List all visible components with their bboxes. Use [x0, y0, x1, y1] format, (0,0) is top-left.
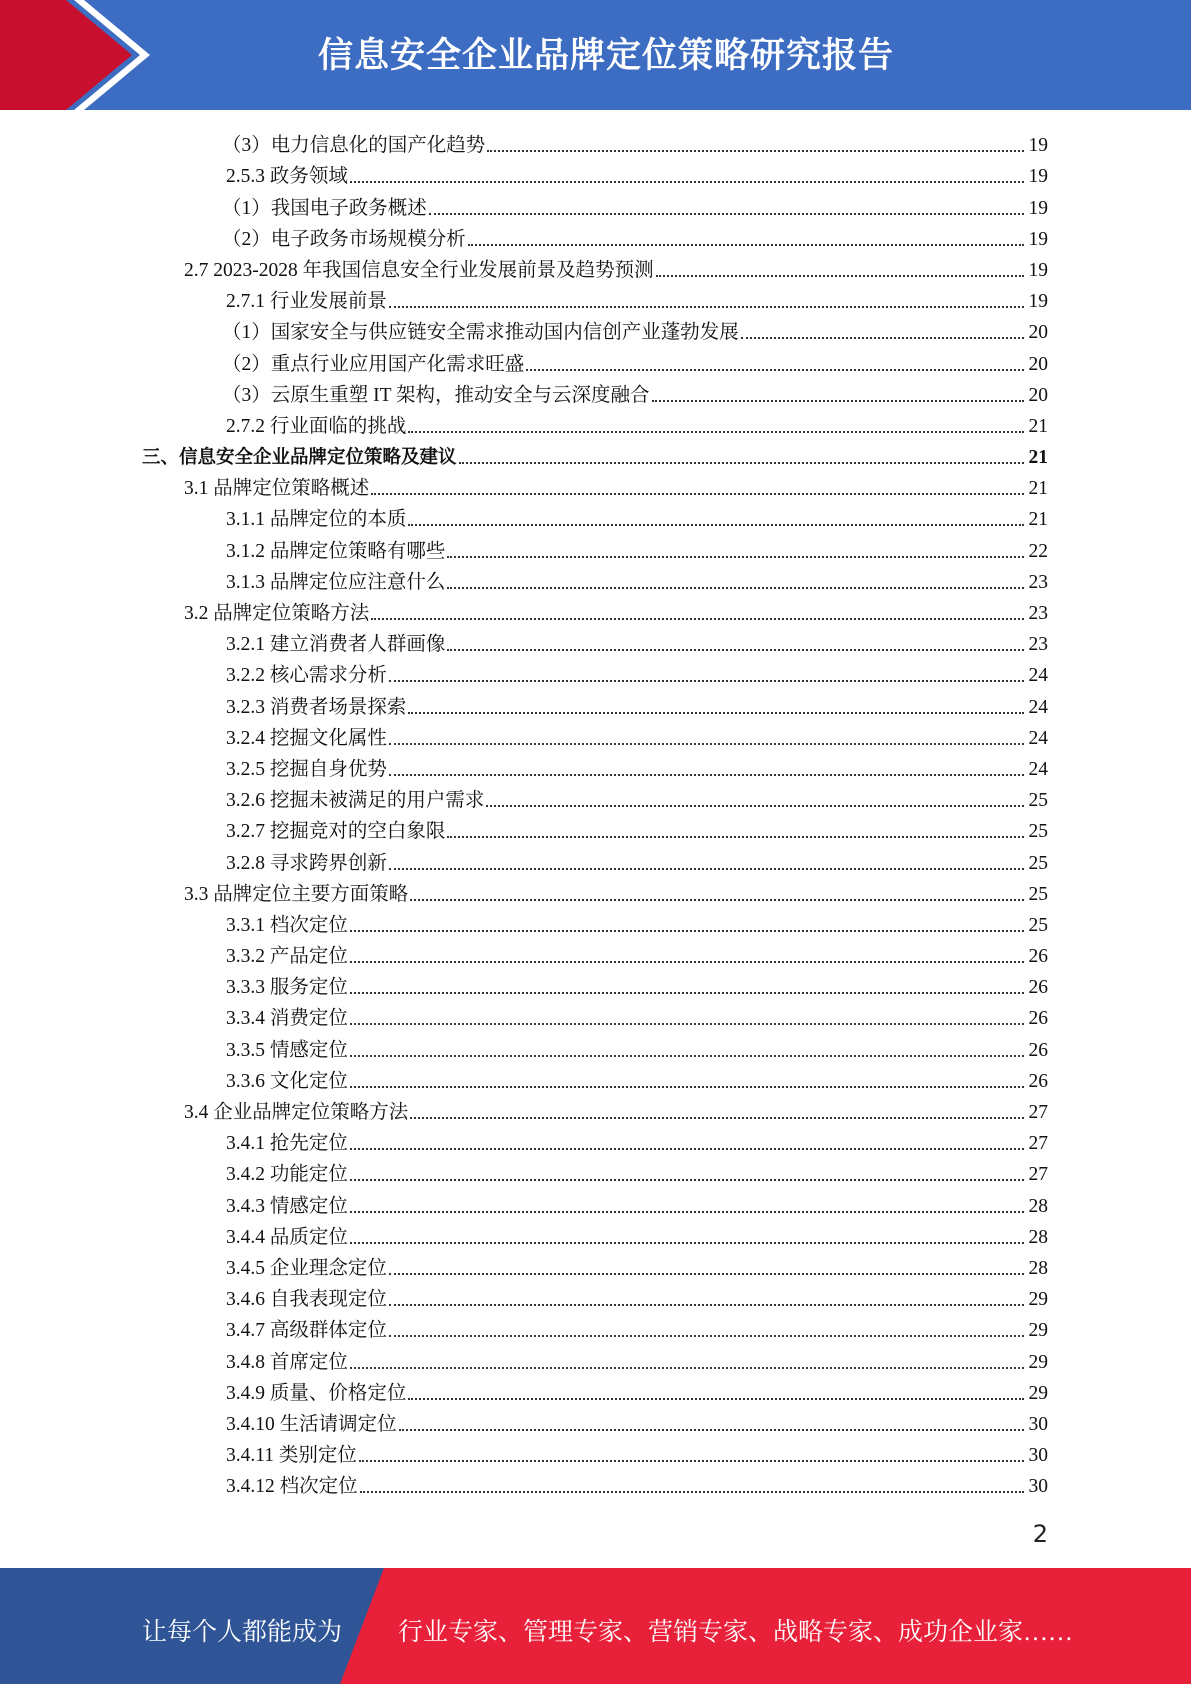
toc-entry-page: 20 — [1028, 322, 1048, 344]
toc-entry-page: 26 — [1028, 946, 1048, 968]
toc-entry[interactable] — [0, 252, 1191, 283]
toc-dot-leader — [408, 524, 1024, 526]
toc-entry-title: 2.7.2 行业面临的挑战 — [226, 415, 407, 437]
toc-dot-leader — [447, 649, 1024, 651]
toc-entry-page: 28 — [1028, 1226, 1048, 1248]
toc-dot-leader — [389, 868, 1024, 870]
toc-entry[interactable] — [0, 1343, 1191, 1374]
toc-entry[interactable] — [0, 1375, 1191, 1406]
toc-entry-page: 24 — [1028, 696, 1048, 718]
toc-entry[interactable] — [0, 470, 1191, 501]
toc-entry-title: 3.1.2 品牌定位策略有哪些 — [226, 540, 446, 562]
toc-entry[interactable] — [0, 969, 1191, 1000]
toc-entry-title: 3.4.9 质量、价格定位 — [226, 1382, 407, 1404]
toc-entry[interactable] — [0, 876, 1191, 907]
toc-entry[interactable] — [0, 1125, 1191, 1156]
toc-entry[interactable] — [0, 907, 1191, 938]
toc-entry[interactable] — [0, 345, 1191, 376]
toc-entry-page: 26 — [1028, 1070, 1048, 1092]
toc-entry-title: 3.4.4 品质定位 — [226, 1226, 348, 1248]
toc-dot-leader — [389, 1335, 1024, 1337]
toc-dot-leader — [487, 150, 1024, 152]
toc-entry-title: 3.4.3 情感定位 — [226, 1195, 348, 1217]
toc-entry-page: 28 — [1028, 1257, 1048, 1279]
toc-entry-page: 29 — [1028, 1382, 1048, 1404]
page-number: 2 — [1032, 1520, 1048, 1548]
toc-entry-page: 25 — [1028, 852, 1048, 874]
toc-entry[interactable] — [0, 1000, 1191, 1031]
toc-dot-leader — [741, 337, 1024, 339]
toc-dot-leader — [350, 1242, 1024, 1244]
toc-entry-page: 19 — [1028, 197, 1048, 219]
toc-entry[interactable] — [0, 1031, 1191, 1062]
toc-entry-page: 26 — [1028, 1039, 1048, 1061]
toc-entry-page: 20 — [1028, 353, 1048, 375]
toc-entry-page: 21 — [1028, 447, 1048, 469]
toc-entry-page: 19 — [1028, 291, 1048, 313]
toc-entry[interactable] — [0, 1312, 1191, 1343]
toc-entry[interactable] — [0, 782, 1191, 813]
toc-dot-leader — [350, 992, 1024, 994]
toc-entry-page: 21 — [1028, 415, 1048, 437]
toc-entry-title: （1）国家安全与供应链安全需求推动国内信创产业蓬勃发展 — [222, 322, 739, 344]
toc-entry-page: 27 — [1028, 1164, 1048, 1186]
toc-entry[interactable] — [0, 408, 1191, 439]
toc-entry-page: 24 — [1028, 727, 1048, 749]
toc-entry-title: 3.3.4 消费定位 — [226, 1008, 348, 1030]
toc-entry-title: 3.1 品牌定位策略概述 — [184, 478, 370, 500]
toc-entry[interactable] — [0, 938, 1191, 969]
toc-entry-title: 3.3 品牌定位主要方面策略 — [184, 883, 409, 905]
toc-dot-leader — [399, 1429, 1024, 1431]
toc-entry-title: 3.4 企业品牌定位策略方法 — [184, 1102, 409, 1123]
toc-dot-leader — [389, 306, 1024, 308]
toc-dot-leader — [389, 1273, 1024, 1275]
toc-entry[interactable] — [0, 720, 1191, 751]
toc-dot-leader — [447, 587, 1024, 589]
toc-entry-page: 19 — [1028, 259, 1048, 281]
toc-entry[interactable] — [0, 1219, 1191, 1250]
toc-entry-title: （3）电力信息化的国产化趋势 — [222, 135, 486, 157]
toc-entry[interactable] — [0, 221, 1191, 252]
toc-dot-leader — [389, 743, 1024, 745]
toc-entry-title: 3.3.6 文化定位 — [226, 1070, 348, 1092]
toc-entry-page: 29 — [1028, 1351, 1048, 1373]
toc-entry[interactable] — [0, 1063, 1191, 1094]
toc-entry-page: 27 — [1028, 1133, 1048, 1155]
toc-dot-leader — [447, 556, 1024, 558]
toc-entry-page: 25 — [1028, 883, 1048, 905]
toc-entry[interactable] — [0, 377, 1191, 408]
toc-entry-page: 24 — [1028, 665, 1048, 687]
toc-entry-title: 3.2.4 挖掘文化属性 — [226, 727, 387, 749]
toc-dot-leader — [408, 712, 1024, 714]
toc-dot-leader — [408, 431, 1024, 433]
toc-entry-title: 3.4.7 高级群体定位 — [226, 1320, 387, 1342]
toc-entry[interactable] — [0, 283, 1191, 314]
toc-entry-page: 23 — [1028, 634, 1048, 656]
toc-entry-title: 3.2.5 挖掘自身优势 — [226, 758, 387, 780]
toc-entry-title: 3.2 品牌定位策略方法 — [184, 603, 370, 624]
toc-entry-title: （3）云原生重塑 IT 架构，推动安全与云深度融合 — [222, 384, 650, 406]
toc-dot-leader — [410, 899, 1024, 901]
toc-dot-leader — [360, 1491, 1024, 1493]
toc-entry-page: 30 — [1028, 1476, 1048, 1498]
toc-dot-leader — [350, 961, 1024, 963]
toc-entry-title: 2.7.1 行业发展前景 — [226, 291, 387, 313]
toc-dot-leader — [389, 680, 1024, 682]
red-arrow-logo-icon — [0, 0, 160, 110]
toc-entry[interactable] — [0, 314, 1191, 345]
toc-entry-title: 3.2.3 消费者场景探索 — [226, 696, 407, 718]
toc-entry[interactable] — [0, 158, 1191, 189]
footer-slogan-right: 行业专家、管理专家、营销专家、战略专家、成功企业家…… — [398, 1619, 1074, 1646]
toc-entry-title: 3.1.1 品牌定位的本质 — [226, 509, 407, 531]
toc-dot-leader — [389, 774, 1024, 776]
toc-entry-title: 3.2.6 挖掘未被满足的用户需求 — [226, 790, 485, 812]
toc-dot-leader — [468, 244, 1024, 246]
toc-entry-title: 3.4.10 生活请调定位 — [226, 1413, 397, 1435]
toc-dot-leader — [652, 400, 1024, 402]
toc-entry-title: 3.4.5 企业理念定位 — [226, 1257, 387, 1279]
toc-entry-title: 3.1.3 品牌定位应注意什么 — [226, 571, 446, 593]
report-title: 信息安全企业品牌定位策略研究报告 — [318, 36, 895, 76]
toc-entry[interactable] — [0, 439, 1191, 470]
toc-dot-leader — [408, 1398, 1024, 1400]
toc-dot-leader — [656, 275, 1024, 277]
toc-entry-page: 26 — [1028, 977, 1048, 999]
toc-dot-leader — [459, 462, 1024, 464]
toc-entry-page: 19 — [1028, 166, 1048, 188]
toc-entry-title: 3.4.12 档次定位 — [226, 1476, 358, 1498]
page-footer — [0, 1568, 1191, 1684]
toc-entry-page: 23 — [1028, 571, 1048, 593]
toc-dot-leader — [350, 1023, 1024, 1025]
toc-entry-page: 28 — [1028, 1195, 1048, 1217]
toc-entry[interactable] — [0, 751, 1191, 782]
toc-entry-title: （2）重点行业应用国产化需求旺盛 — [222, 353, 525, 375]
toc-dot-leader — [359, 1460, 1024, 1462]
toc-entry-title: 3.4.1 抢先定位 — [226, 1133, 348, 1155]
toc-entry-title: 3.2.7 挖掘竞对的空白象限 — [226, 821, 446, 843]
toc-entry[interactable] — [0, 1094, 1191, 1125]
toc-entry-page: 19 — [1028, 228, 1048, 250]
toc-entry-title: 3.3.5 情感定位 — [226, 1039, 348, 1061]
toc-dot-leader — [371, 618, 1024, 620]
toc-dot-leader — [486, 805, 1024, 807]
toc-entry[interactable] — [0, 813, 1191, 844]
toc-entry-page: 25 — [1028, 821, 1048, 843]
toc-dot-leader — [350, 1148, 1024, 1150]
toc-entry-title: 3.4.6 自我表现定位 — [226, 1289, 387, 1311]
toc-entry-page: 27 — [1028, 1102, 1048, 1123]
toc-entry-title: 3.4.2 功能定位 — [226, 1164, 348, 1186]
toc-dot-leader — [389, 1304, 1024, 1306]
toc-entry-title: 3.2.8 寻求跨界创新 — [226, 852, 387, 874]
toc-entry[interactable] — [0, 1187, 1191, 1218]
toc-dot-leader — [429, 213, 1024, 215]
toc-entry-page: 30 — [1028, 1413, 1048, 1435]
toc-dot-leader — [371, 493, 1024, 495]
toc-entry[interactable] — [0, 657, 1191, 688]
toc-entry-page: 20 — [1028, 384, 1048, 406]
toc-entry-page: 30 — [1028, 1445, 1048, 1467]
toc-entry-page: 23 — [1028, 603, 1048, 624]
toc-entry-title: 2.7 2023-2028 年我国信息安全行业发展前景及趋势预测 — [184, 259, 654, 281]
toc-dot-leader — [350, 1367, 1024, 1369]
toc-entry-page: 25 — [1028, 914, 1048, 936]
toc-entry-title: 3.3.3 服务定位 — [226, 977, 348, 999]
toc-entry-title: 3.3.1 档次定位 — [226, 914, 348, 936]
toc-entry-title: 3.2.2 核心需求分析 — [226, 665, 387, 687]
toc-entry[interactable] — [0, 844, 1191, 875]
toc-dot-leader — [350, 1086, 1024, 1088]
toc-entry-title: 3.4.8 首席定位 — [226, 1351, 348, 1373]
toc-entry[interactable] — [0, 564, 1191, 595]
toc-dot-leader — [350, 181, 1024, 183]
toc-entry[interactable] — [0, 1156, 1191, 1187]
toc-entry[interactable] — [0, 501, 1191, 532]
toc-entry-title: 3.3.2 产品定位 — [226, 946, 348, 968]
toc-entry[interactable] — [0, 127, 1191, 158]
toc-entry[interactable] — [0, 1250, 1191, 1281]
toc-entry[interactable] — [0, 532, 1191, 563]
table-of-contents — [0, 127, 1191, 1499]
toc-entry[interactable] — [0, 595, 1191, 626]
toc-dot-leader — [350, 1211, 1024, 1213]
toc-entry-title: 2.5.3 政务领域 — [226, 166, 348, 188]
toc-dot-leader — [410, 1117, 1024, 1119]
toc-entry-page: 19 — [1028, 135, 1048, 157]
toc-entry-page: 26 — [1028, 1008, 1048, 1030]
toc-entry[interactable] — [0, 688, 1191, 719]
toc-entry-page: 29 — [1028, 1289, 1048, 1311]
toc-entry-title: 3.4.11 类别定位 — [226, 1445, 357, 1467]
toc-entry[interactable] — [0, 189, 1191, 220]
toc-entry-page: 21 — [1028, 509, 1048, 531]
toc-dot-leader — [526, 369, 1024, 371]
toc-entry-page: 24 — [1028, 758, 1048, 780]
page-header — [0, 0, 1191, 110]
toc-entry[interactable] — [0, 1437, 1191, 1468]
toc-dot-leader — [447, 836, 1024, 838]
toc-dot-leader — [350, 1055, 1024, 1057]
toc-entry[interactable] — [0, 1468, 1191, 1499]
toc-entry-page: 29 — [1028, 1320, 1048, 1342]
toc-entry-page: 21 — [1028, 478, 1048, 500]
toc-entry[interactable] — [0, 1406, 1191, 1437]
toc-entry-page: 22 — [1028, 540, 1048, 562]
toc-dot-leader — [350, 930, 1024, 932]
footer-slogan-left: 让每个人都能成为 — [142, 1619, 343, 1646]
toc-entry-page: 25 — [1028, 790, 1048, 812]
toc-entry-title: 3.2.1 建立消费者人群画像 — [226, 634, 446, 656]
toc-entry-title: 三、信息安全企业品牌定位策略及建议 — [142, 447, 457, 469]
toc-dot-leader — [350, 1179, 1024, 1181]
toc-entry-title: （1）我国电子政务概述 — [222, 197, 427, 219]
toc-entry[interactable] — [0, 1281, 1191, 1312]
toc-entry-title: （2）电子政务市场规模分析 — [222, 228, 466, 250]
toc-entry[interactable] — [0, 626, 1191, 657]
